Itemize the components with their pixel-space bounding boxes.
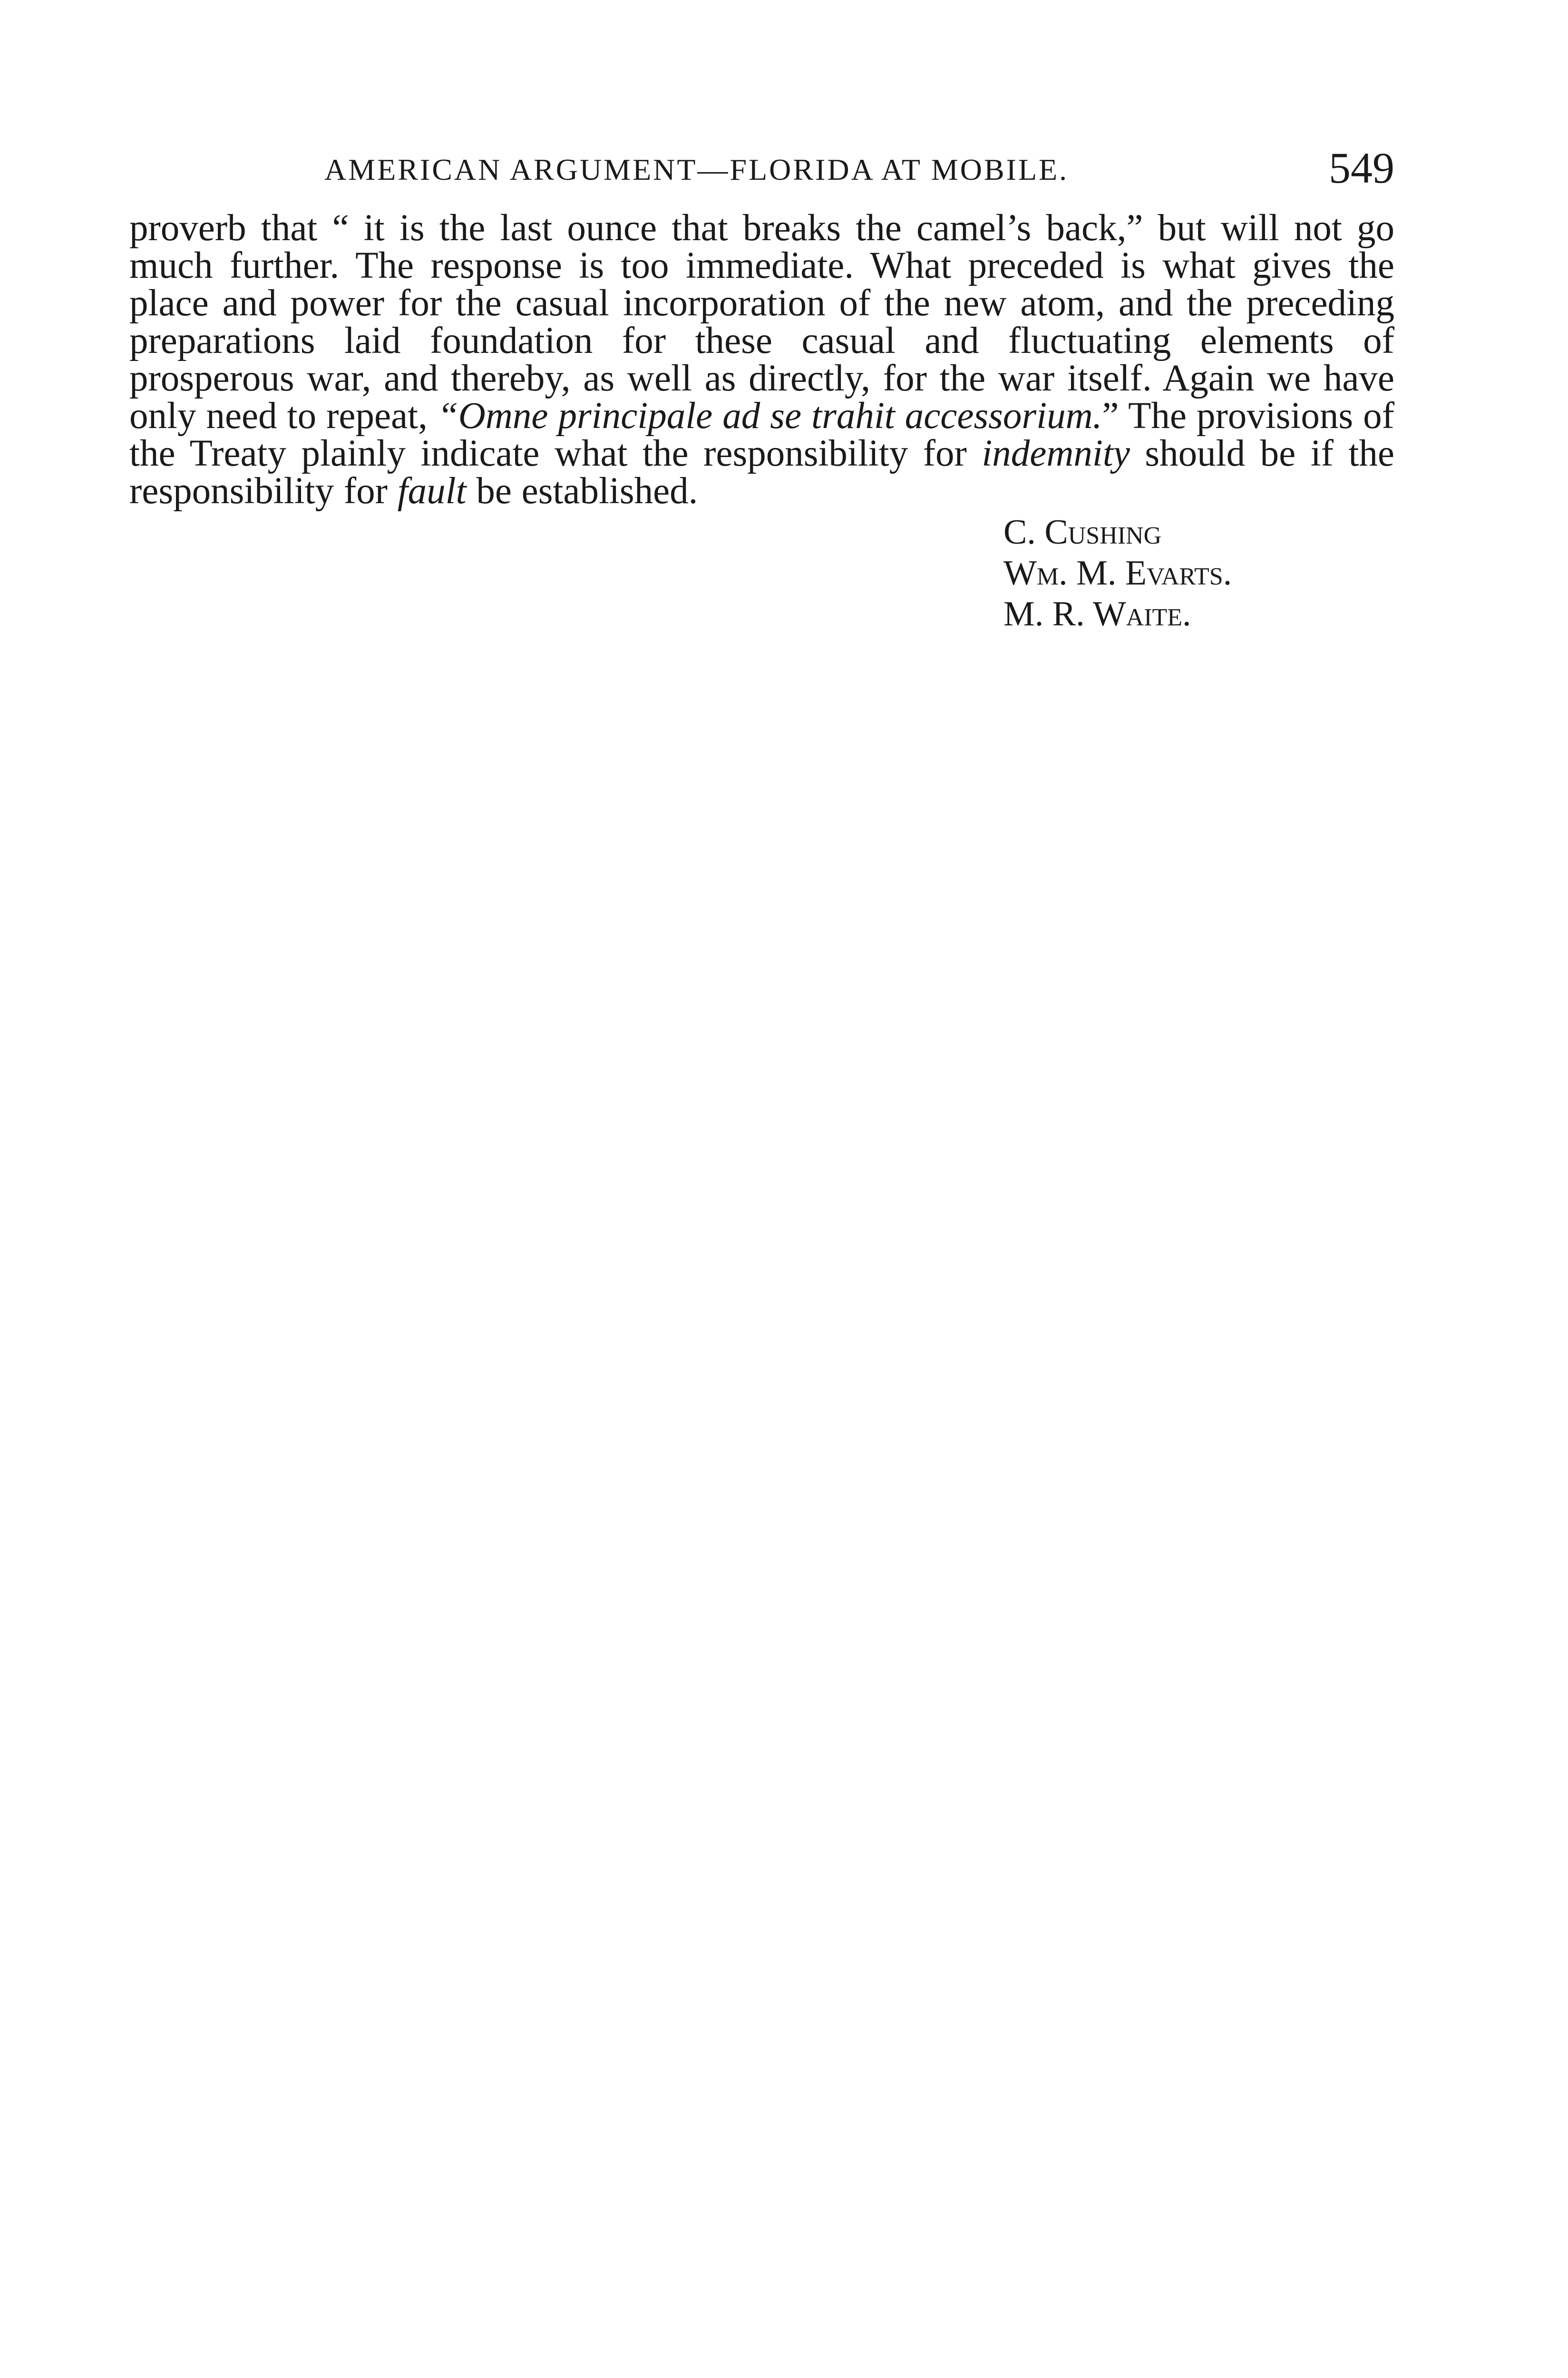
- paragraph-text: should be if the responsibility for: [129, 433, 1394, 512]
- signatory-name: M. R. Waite.: [1003, 594, 1191, 633]
- emphasis-fault: fault: [397, 470, 467, 512]
- signature-block: [1003, 512, 1394, 634]
- running-head: [129, 143, 1394, 209]
- emphasis-indemnity: indemnity: [982, 433, 1130, 474]
- signatory-name: Wm. M. Evarts.: [1003, 554, 1232, 593]
- paragraph-text: ” The provisions of the Treaty plainly indicate what the responsibility for: [129, 395, 1394, 474]
- document-page: [129, 143, 1394, 634]
- signatory-name: C. Cushing: [1003, 513, 1162, 552]
- latin-maxim: “Omne principale ad se trahit accessorium.: [437, 395, 1102, 437]
- running-title: AMERICAN ARGUMENT—FLORIDA AT MOBILE.: [324, 153, 1069, 186]
- page-number: 549: [1329, 144, 1394, 192]
- paragraph-text: be established.: [466, 470, 698, 512]
- body-paragraph: [129, 209, 1394, 510]
- paragraph-text: proverb that “ it is the last ounce that breaks the camel’s back,” but will not go much further. The response is too immediate. What preceded is what gives the place and power for the casual incorporation of the new atom, and the preceding preparations laid foundation for these casual and fluctuating elements of prosperous war, and thereby, as well as directly, for the war itself. Again we have only need to repeat,: [129, 207, 1394, 437]
